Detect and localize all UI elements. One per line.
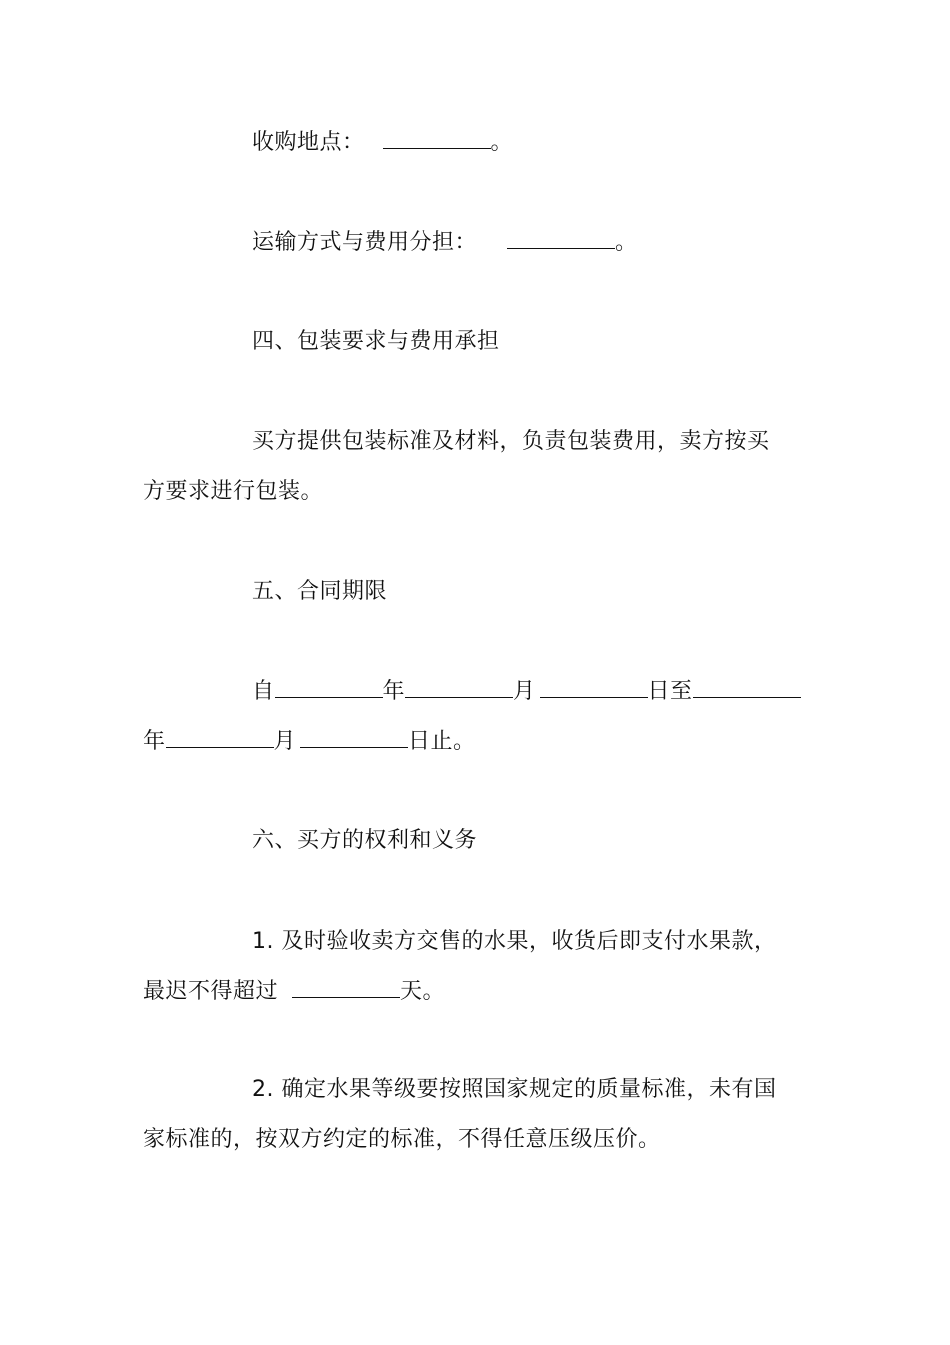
section6-heading: 六、买方的权利和义务 [252, 828, 478, 853]
term-year2-blank [693, 677, 801, 698]
transport-line [252, 228, 638, 258]
term-year1: 年 [382, 679, 406, 704]
term-day-to: 日至 [647, 679, 693, 704]
purchase-place-line [252, 128, 513, 158]
transport-blank [507, 228, 615, 249]
term-month1-blank [405, 677, 513, 698]
item1-days-blank [292, 977, 400, 998]
term-day2-blank [300, 727, 408, 748]
transport-tail: 。 [615, 230, 638, 255]
purchase-place-tail: 。 [490, 130, 514, 155]
term-day1-blank [540, 677, 648, 698]
term-line1 [252, 677, 801, 707]
packaging-line1: 买方提供包装标准及材料，负责包装费用，卖方按买 [252, 429, 770, 454]
purchase-place-label: 收购地点： [252, 130, 365, 155]
term-month2-blank [166, 727, 274, 748]
item1-prefix: 最迟不得超过 [143, 979, 279, 1004]
term-line2 [143, 727, 476, 757]
section5-heading: 五、合同期限 [252, 579, 388, 604]
purchase-place-blank [383, 128, 491, 149]
section4-heading: 四、包装要求与费用承担 [252, 329, 500, 354]
item1-line2 [143, 977, 445, 1007]
term-end: 日止。 [408, 729, 476, 754]
term-month2: 月 [273, 729, 297, 754]
item1-line1: 1. 及时验收卖方交售的水果，收货后即支付水果款， [252, 929, 777, 954]
term-year1-blank [275, 677, 383, 698]
transport-label: 运输方式与费用分担： [252, 230, 478, 255]
term-year2: 年 [143, 729, 166, 754]
item1-suffix: 天。 [400, 979, 446, 1004]
term-from: 自 [252, 679, 275, 704]
item2-line1: 2. 确定水果等级要按照国家规定的质量标准，未有国 [252, 1077, 777, 1102]
packaging-line2: 方要求进行包装。 [143, 479, 324, 504]
term-month1: 月 [513, 679, 536, 704]
item2-line2: 家标准的，按双方约定的标准，不得任意压级压价。 [143, 1127, 661, 1152]
